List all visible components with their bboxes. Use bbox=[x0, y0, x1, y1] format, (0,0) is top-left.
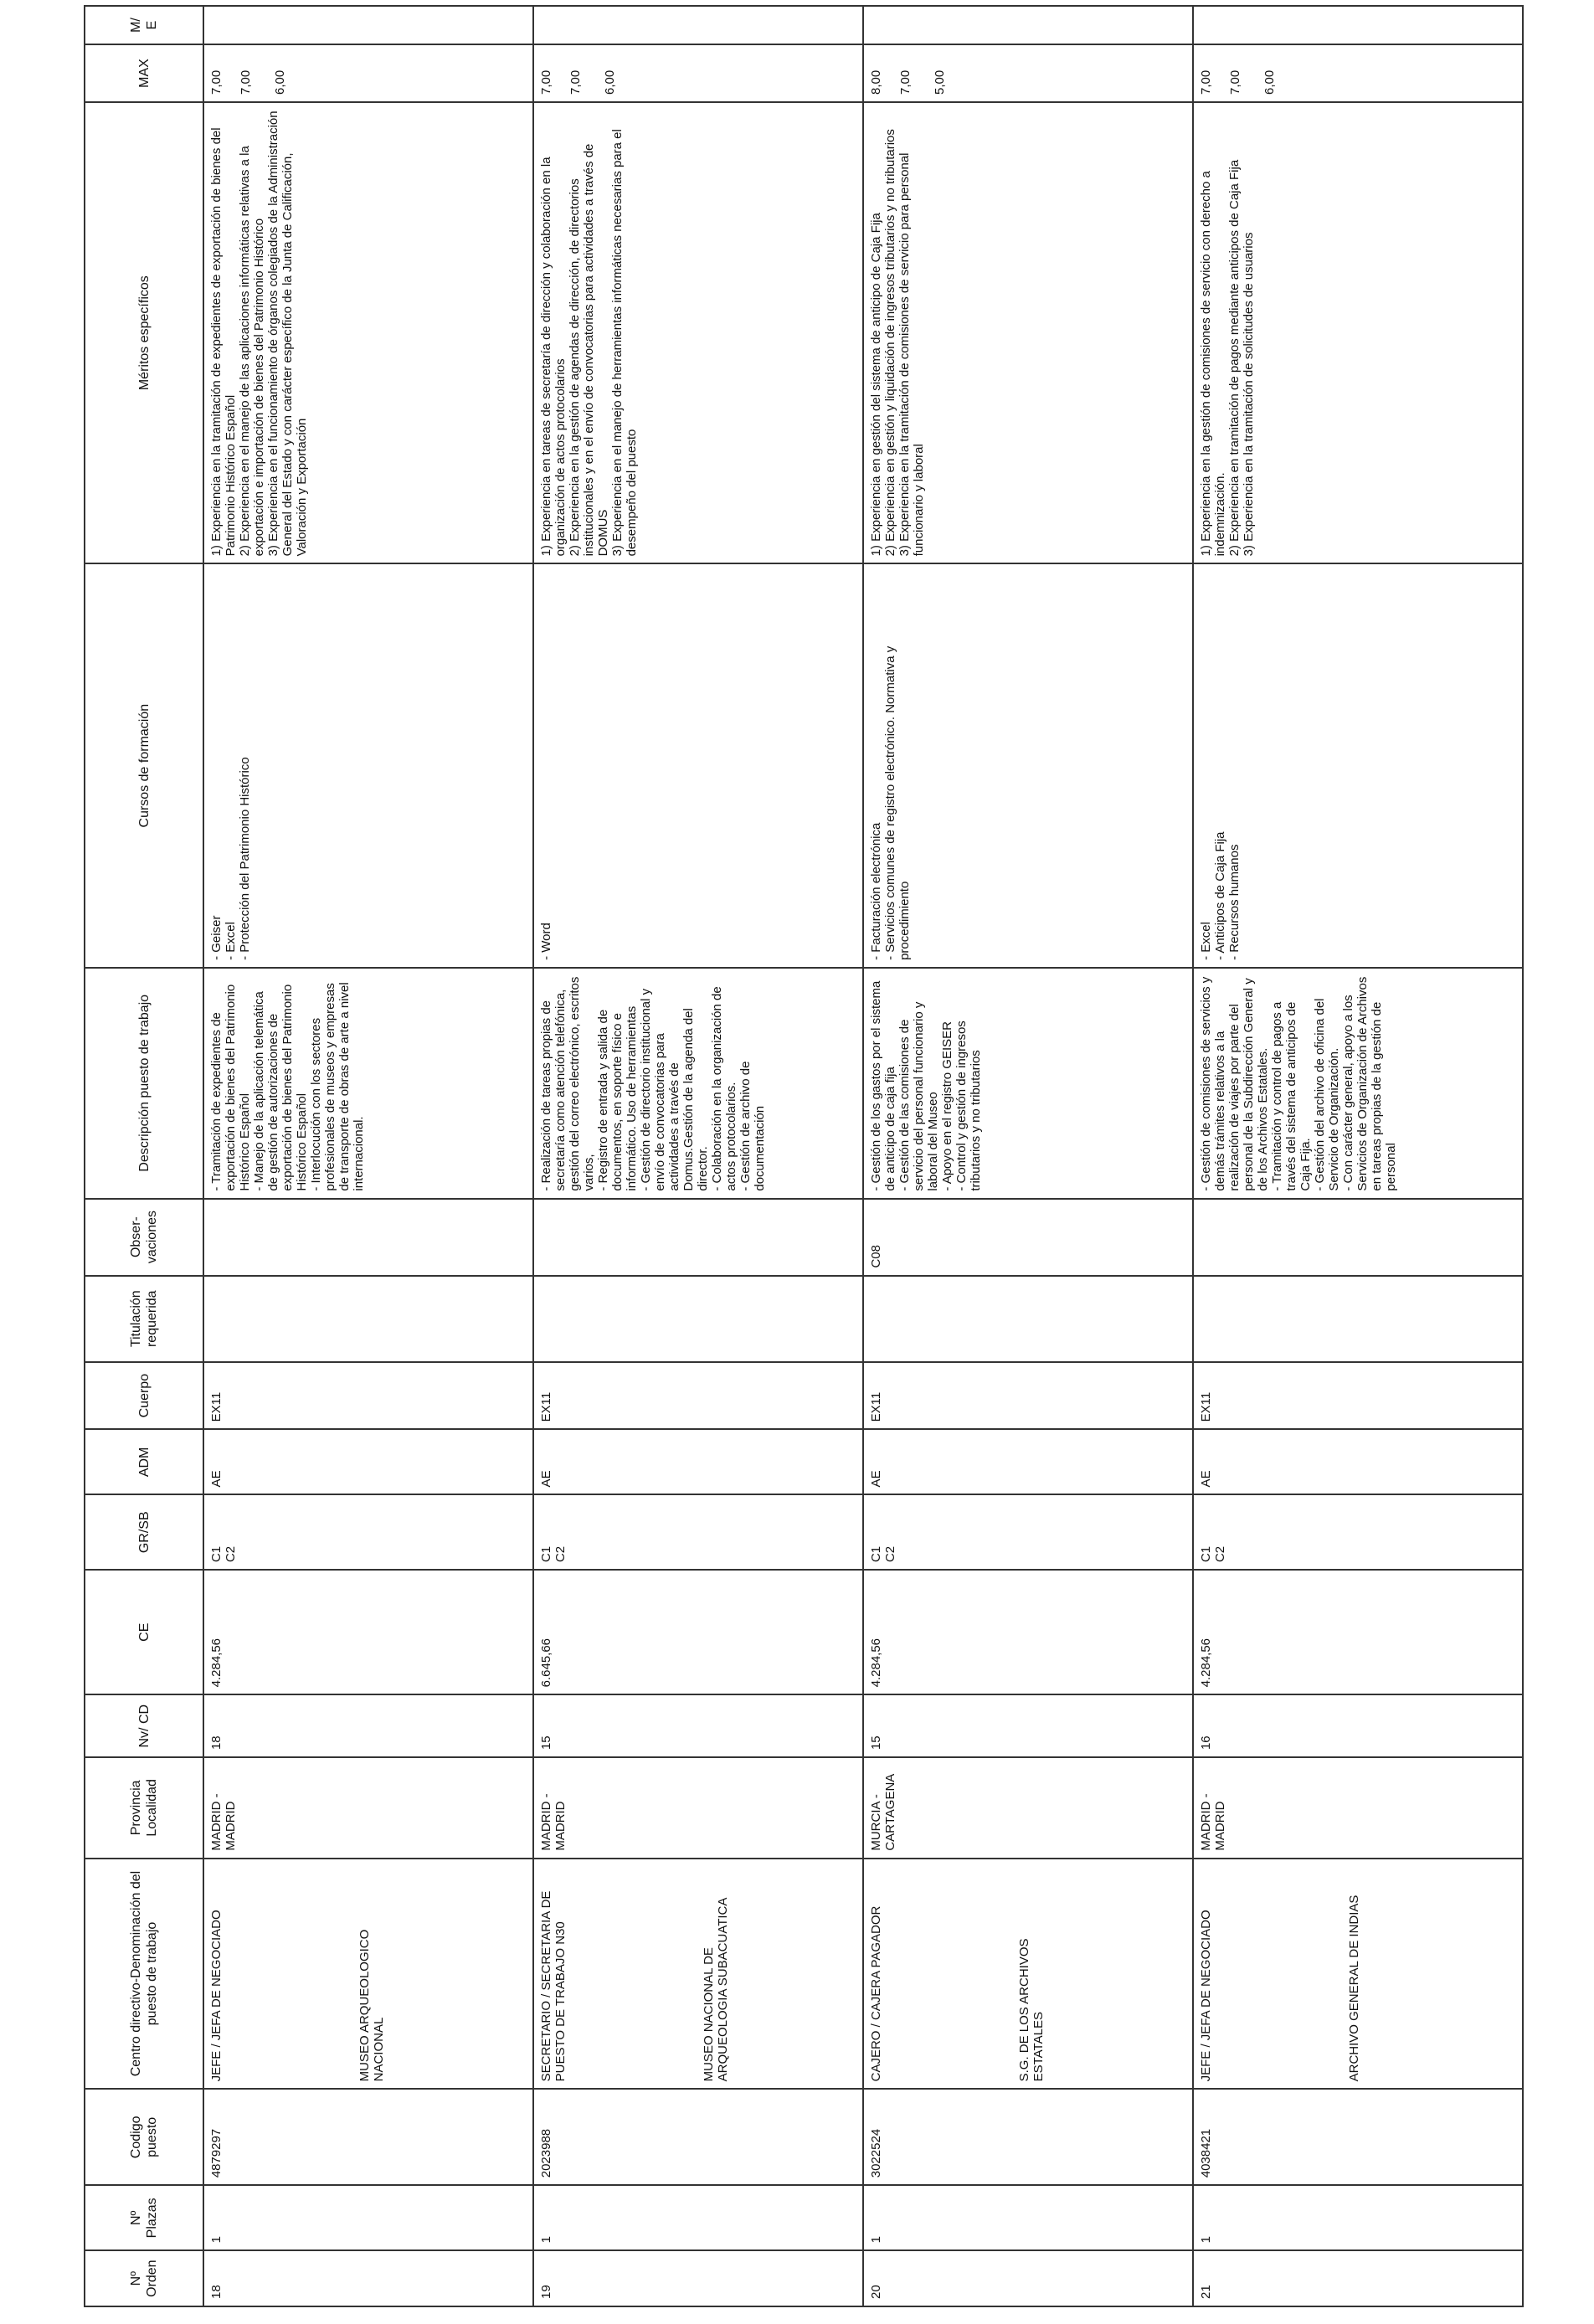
codigo-cell: 2023988 bbox=[533, 2089, 863, 2185]
puesto-name: CAJERO / CAJERA PAGADOR bbox=[869, 1905, 883, 2082]
cursos-cell-line: - Servicios comunes de registro electrónico. Normativa y procedimiento bbox=[883, 645, 912, 960]
meritos-cell-line: 1) Experiencia en la tramitación de expedientes de exportación de bienes del Patrimonio Histórico Español bbox=[209, 127, 238, 557]
grsb-cell-line: C1 bbox=[1199, 1545, 1213, 1563]
meritos-cell-line: 3) Experiencia en el funcionamiento de órganos colegiados de la Administración General del Estado y con carácter específico de la Junta de Calificación, Valoración y Exportación bbox=[266, 111, 309, 557]
max-cell bbox=[1193, 44, 1523, 102]
cursos-cell-line: - Excel bbox=[1199, 922, 1213, 960]
table-body bbox=[203, 6, 1523, 2306]
grsb-cell bbox=[203, 1494, 533, 1570]
observaciones-cell bbox=[203, 1199, 533, 1276]
centro-cell bbox=[533, 1859, 863, 2090]
max-value: 6,00 bbox=[603, 69, 617, 95]
me-cell bbox=[203, 6, 533, 44]
header-cursos: Cursos de formación bbox=[85, 563, 203, 968]
cursos-cell-line: - Excel bbox=[224, 922, 238, 960]
titulacion-cell bbox=[1193, 1276, 1523, 1362]
header-descripcion: Descripción puesto de trabajo bbox=[85, 968, 203, 1199]
descripcion-cell-line: - Registro de entrada y salida de documentos, en soporte físico e informático. Uso de herramientas bbox=[596, 1005, 639, 1191]
grsb-cell-line: C2 bbox=[883, 1545, 897, 1563]
adm-cell: AE bbox=[533, 1429, 863, 1494]
puesto-name: JEFE / JEFA DE NEGOCIADO bbox=[209, 1910, 224, 2082]
descripcion-cell-line: - Gestión de los gastos por el sistema de anticipo de caja fija bbox=[869, 980, 897, 1191]
meritos-cell-line: 3) Experiencia en la tramitación de solicitudes de usuarios bbox=[1242, 232, 1256, 557]
puesto-name: JEFE / JEFA DE NEGOCIADO bbox=[1199, 1910, 1213, 2082]
meritos-cell-line: 2) Experiencia en gestión y liquidación de ingresos tributarios y no tributarios bbox=[883, 129, 897, 557]
meritos-cell bbox=[533, 102, 863, 563]
meritos-cell bbox=[863, 102, 1193, 563]
plazas-cell: 1 bbox=[1193, 2185, 1523, 2250]
nivel-cell: 18 bbox=[203, 1694, 533, 1757]
header-max: MAX bbox=[85, 44, 203, 102]
header-adm: ADM bbox=[85, 1429, 203, 1494]
unidad-label: S.G. DE LOS ARCHIVOS ESTATALES bbox=[1017, 1938, 1046, 2082]
orden-cell: 21 bbox=[1193, 2250, 1523, 2306]
header-cuerpo: Cuerpo bbox=[85, 1362, 203, 1429]
codigo-cell: 4879297 bbox=[203, 2089, 533, 2185]
table-row bbox=[863, 6, 1193, 2306]
plazas-cell: 1 bbox=[203, 2185, 533, 2250]
meritos-cell-line: 1) Experiencia en tareas de secretaría de dirección y colaboración en la organización de actos protocolarios bbox=[539, 157, 568, 557]
grsb-cell bbox=[533, 1494, 863, 1570]
header-provincia: Provincia Localidad bbox=[85, 1757, 203, 1859]
descripcion-cell bbox=[533, 968, 863, 1199]
cuerpo-cell: EX11 bbox=[203, 1362, 533, 1429]
me-cell bbox=[863, 6, 1193, 44]
descripcion-cell-line: - Control y gestión de ingresos tributarios y no tributarios bbox=[954, 1021, 983, 1191]
cursos-cell bbox=[203, 563, 533, 968]
me-cell bbox=[533, 6, 863, 44]
provincia-cell: MURCIA - CARTAGENA bbox=[863, 1757, 1193, 1859]
ce-cell: 4.284,56 bbox=[1193, 1570, 1523, 1694]
max-value: 7,00 bbox=[1228, 69, 1242, 95]
nivel-cell: 15 bbox=[533, 1694, 863, 1757]
centro-cell bbox=[1193, 1859, 1523, 2090]
cursos-cell bbox=[533, 563, 863, 968]
descripcion-cell-line: - Manejo de la aplicación telemática de gestión de autorizaciones de exportación de bienes del Patrimonio Histórico Español bbox=[252, 984, 309, 1191]
max-value: 5,00 bbox=[933, 69, 947, 95]
max-value: 7,00 bbox=[209, 69, 224, 95]
codigo-cell: 3022524 bbox=[863, 2089, 1193, 2185]
adm-cell: AE bbox=[1193, 1429, 1523, 1494]
cursos-cell bbox=[1193, 563, 1523, 968]
max-cell bbox=[203, 44, 533, 102]
descripcion-cell-line: - Interlocución con los sectores profesionales de museos y empresas de transporte de obras de arte a nivel internacional. bbox=[309, 982, 366, 1191]
meritos-cell-line: 2) Experiencia en el manejo de las aplicaciones informáticas relativas a la exportación e importación de bienes del Patrimonio Histórico bbox=[238, 146, 266, 557]
header-row bbox=[85, 6, 203, 2306]
descripcion-cell-line: - Tramitación y control de pagos a través del sistema de anticipos de Caja Fija. bbox=[1270, 1001, 1313, 1191]
centro-cell bbox=[863, 1859, 1193, 2090]
ce-cell: 6.645,66 bbox=[533, 1570, 863, 1694]
max-value: 7,00 bbox=[1199, 69, 1213, 95]
header-titulacion: Titulación requerida bbox=[85, 1276, 203, 1362]
nivel-cell: 15 bbox=[863, 1694, 1193, 1757]
grsb-cell bbox=[863, 1494, 1193, 1570]
descripcion-cell-line: - Realización de tareas propias de secretaría como atención telefónica, gestión del correo electrónico, escritos varios, bbox=[539, 976, 596, 1191]
provincia-cell: MADRID - MADRID bbox=[203, 1757, 533, 1859]
descripcion-cell bbox=[203, 968, 533, 1199]
plazas-cell: 1 bbox=[863, 2185, 1193, 2250]
header-orden: Nº Orden bbox=[85, 2250, 203, 2306]
max-value: 7,00 bbox=[568, 69, 583, 95]
meritos-cell-line: 1) Experiencia en la gestión de comisiones de servicio con derecho a indemnización. bbox=[1199, 171, 1227, 557]
meritos-cell bbox=[203, 102, 533, 563]
descripcion-cell-line: - Gestión de directorio institucional y envío de convocatorias para actividades a través de Domus.Gestión de la agenda del director. bbox=[639, 988, 710, 1191]
observaciones-cell bbox=[1193, 1199, 1523, 1276]
nivel-cell: 16 bbox=[1193, 1694, 1523, 1757]
table-row bbox=[533, 6, 863, 2306]
grsb-cell-line: C1 bbox=[539, 1545, 553, 1563]
titulacion-cell bbox=[863, 1276, 1193, 1362]
cuerpo-cell: EX11 bbox=[1193, 1362, 1523, 1429]
header-me: M/E bbox=[85, 6, 203, 44]
centro-cell bbox=[203, 1859, 533, 2090]
job-positions-table bbox=[84, 5, 1524, 2307]
descripcion-cell-line: - Apoyo en el registro GEISER bbox=[940, 1021, 954, 1191]
titulacion-cell bbox=[203, 1276, 533, 1362]
unidad-label: MUSEO NACIONAL DE ARQUEOLOGIA SUBACUATICA bbox=[702, 1897, 730, 2082]
header-ce: CE bbox=[85, 1570, 203, 1694]
max-value: 6,00 bbox=[273, 69, 287, 95]
cursos-cell-line: - Word bbox=[539, 923, 553, 960]
header-meritos: Méritos específicos bbox=[85, 102, 203, 563]
orden-cell: 18 bbox=[203, 2250, 533, 2306]
max-value: 7,00 bbox=[898, 69, 913, 95]
meritos-cell-line: 3) Experiencia en el manejo de herramientas informáticas necesarias para el desempeño del puesto bbox=[610, 129, 639, 557]
unidad-label: MUSEO ARQUEOLOGICO NACIONAL bbox=[357, 1929, 386, 2082]
codigo-cell: 4038421 bbox=[1193, 2089, 1523, 2185]
grsb-cell-line: C1 bbox=[209, 1545, 224, 1563]
table-row bbox=[203, 6, 533, 2306]
observaciones-cell: C08 bbox=[863, 1199, 1193, 1276]
header-observaciones: Obser-vaciones bbox=[85, 1199, 203, 1276]
orden-cell: 20 bbox=[863, 2250, 1193, 2306]
cursos-cell-line: - Anticipos de Caja Fija bbox=[1213, 831, 1227, 960]
grsb-cell-line: C2 bbox=[1213, 1545, 1227, 1563]
meritos-cell-line: 3) Experiencia en la tramitación de comisiones de servicio para personal funcionario y laboral bbox=[897, 152, 926, 557]
cuerpo-cell: EX11 bbox=[863, 1362, 1193, 1429]
max-value: 6,00 bbox=[1262, 69, 1277, 95]
header-nivel: Nv/ CD bbox=[85, 1694, 203, 1757]
descripcion-cell-line: - Colaboración en la organización de actos protocolarios. bbox=[710, 986, 738, 1191]
max-value: 7,00 bbox=[539, 69, 553, 95]
descripcion-cell-line: - Tramitación de expedientes de exportación de bienes del Patrimonio Histórico Español bbox=[209, 984, 252, 1191]
descripcion-cell-line: - Con carácter general, apoyo a los Servicios de Organización de Archivos en tareas propias de la gestión de personal bbox=[1341, 976, 1398, 1191]
grsb-cell-line: C2 bbox=[553, 1545, 568, 1563]
cursos-cell-line: - Recursos humanos bbox=[1227, 844, 1242, 960]
header-codigo: Codigo puesto bbox=[85, 2089, 203, 2185]
cursos-cell bbox=[863, 563, 1193, 968]
descripcion-cell-line: - Gestión de archivo de documentación bbox=[738, 1061, 767, 1191]
header-plazas: Nº Plazas bbox=[85, 2185, 203, 2250]
provincia-cell: MADRID - MADRID bbox=[533, 1757, 863, 1859]
descripcion-cell bbox=[1193, 968, 1523, 1199]
cursos-cell-line: - Facturación electrónica bbox=[869, 822, 883, 960]
grsb-cell-line: C1 bbox=[869, 1545, 883, 1563]
cuerpo-cell: EX11 bbox=[533, 1362, 863, 1429]
observaciones-cell bbox=[533, 1199, 863, 1276]
grsb-cell-line: C2 bbox=[224, 1545, 238, 1563]
unidad-label: ARCHIVO GENERAL DE INDIAS bbox=[1347, 1895, 1361, 2082]
puesto-name: SECRETARIO / SECRETARIA DE PUESTO DE TRABAJO N30 bbox=[539, 1890, 568, 2082]
plazas-cell: 1 bbox=[533, 2185, 863, 2250]
descripcion-cell-line: - Gestión de comisiones de servicios y demás trámites relativos a la realización de viajes por parte del personal de la Subdirección General y de los Archivos Estatales. bbox=[1199, 976, 1270, 1191]
titulacion-cell bbox=[533, 1276, 863, 1362]
provincia-cell: MADRID - MADRID bbox=[1193, 1757, 1523, 1859]
meritos-cell-line: 1) Experiencia en gestión del sistema de anticipo de Caja Fija bbox=[869, 213, 883, 557]
adm-cell: AE bbox=[203, 1429, 533, 1494]
grsb-cell bbox=[1193, 1494, 1523, 1570]
max-value: 8,00 bbox=[869, 69, 883, 95]
cursos-cell-line: - Geiser bbox=[209, 915, 224, 960]
ce-cell: 4.284,56 bbox=[203, 1570, 533, 1694]
descripcion-cell bbox=[863, 968, 1193, 1199]
header-centro: Centro directivo-Denominación del puesto de trabajo bbox=[85, 1859, 203, 2090]
orden-cell: 19 bbox=[533, 2250, 863, 2306]
adm-cell: AE bbox=[863, 1429, 1193, 1494]
table-row bbox=[1193, 6, 1523, 2306]
meritos-cell bbox=[1193, 102, 1523, 563]
max-value: 7,00 bbox=[239, 69, 253, 95]
max-cell bbox=[863, 44, 1193, 102]
descripcion-cell-line: - Gestión del archivo de oficina del Servicio de Organización. bbox=[1313, 998, 1341, 1191]
descripcion-cell-line: - Gestión de las comisiones de servicio del personal funcionario y laboral del Museo bbox=[897, 1001, 940, 1191]
ce-cell: 4.284,56 bbox=[863, 1570, 1193, 1694]
me-cell bbox=[1193, 6, 1523, 44]
cursos-cell-line: - Protección del Patrimonio Histórico bbox=[238, 757, 252, 960]
header-grsb: GR/SB bbox=[85, 1494, 203, 1570]
meritos-cell-line: 2) Experiencia en la gestión de agendas de dirección, de directorios institucionales y en el envío de convocatorias para actividades a través de DOMUS bbox=[568, 143, 610, 557]
max-cell bbox=[533, 44, 863, 102]
meritos-cell-line: 2) Experiencia en tramitación de pagos mediante anticipos de Caja Fija bbox=[1227, 159, 1242, 557]
